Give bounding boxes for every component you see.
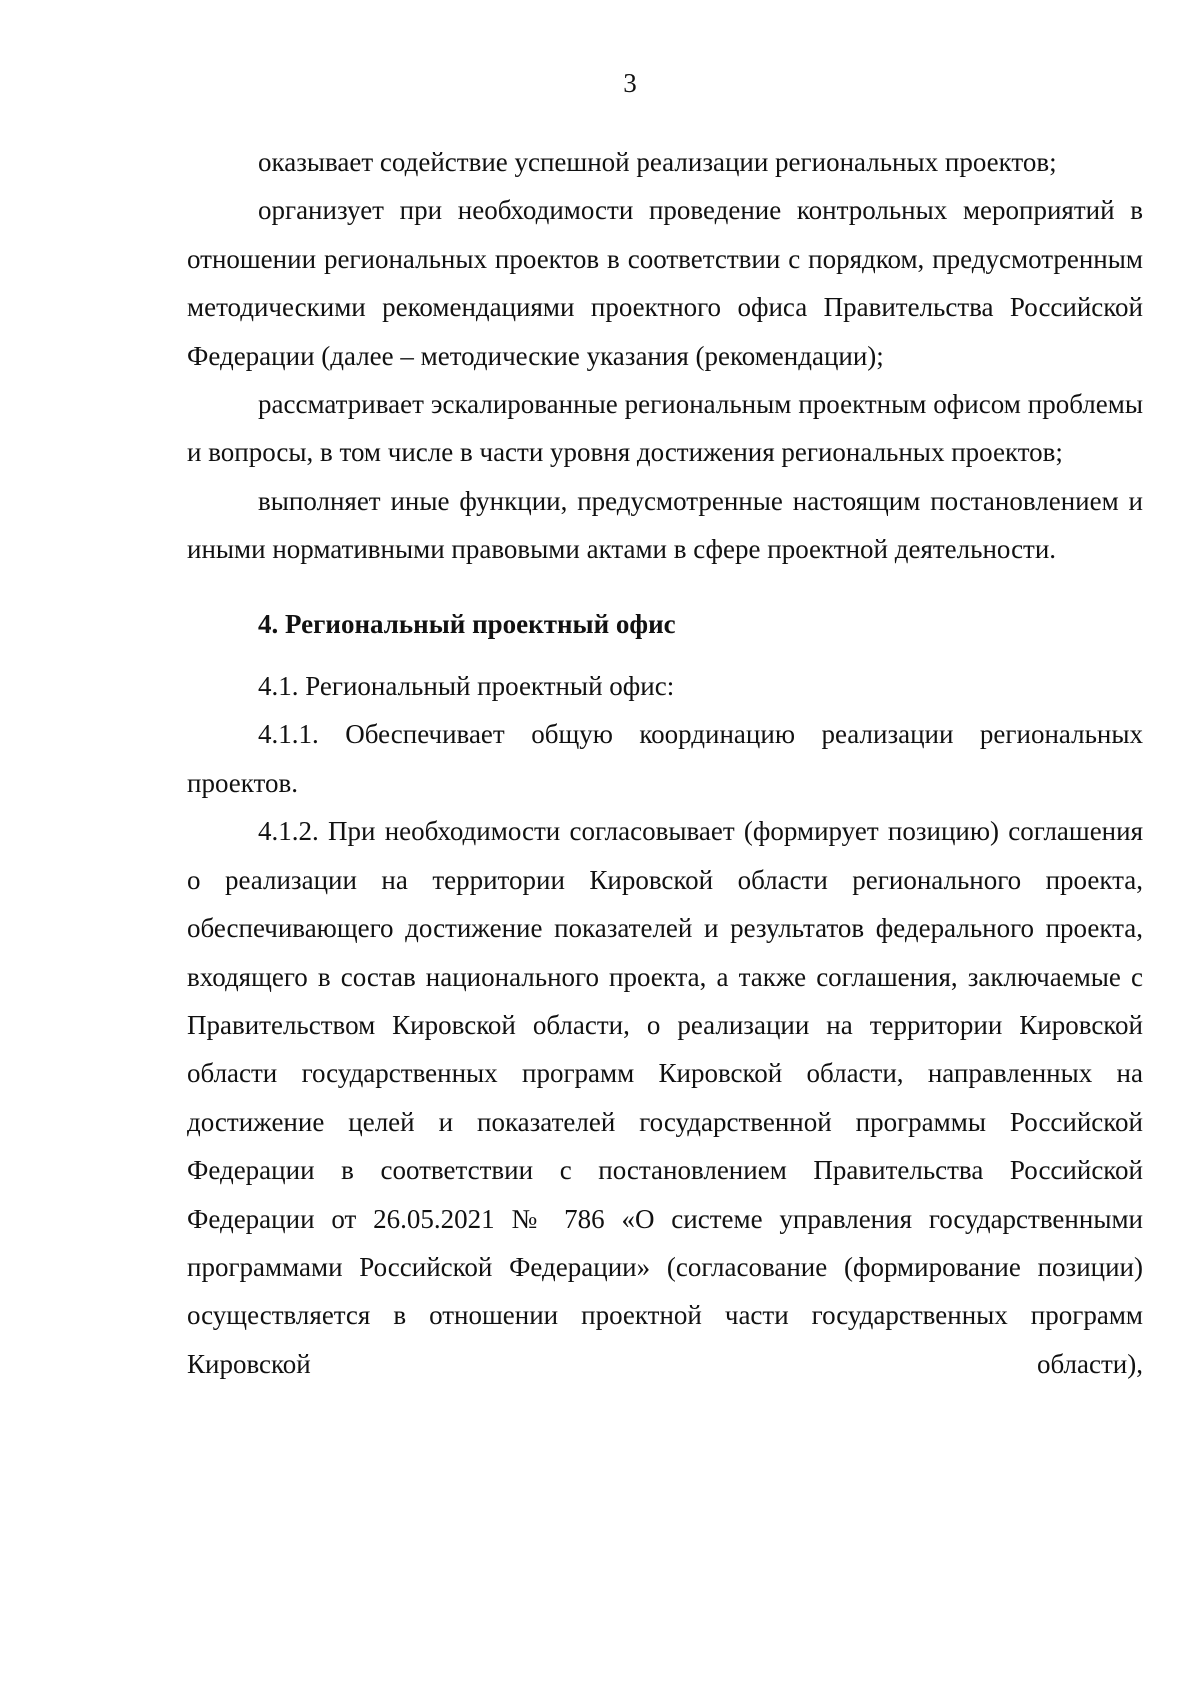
section-heading: 4. Региональный проектный офис [258,608,676,639]
page-number: 3 [623,68,637,98]
paragraph-4-1-1: 4.1.1. Обеспечивает общую координацию реализации региональных проектов. [187,719,1143,798]
paragraph-support: оказывает содействие успешной реализации региональных проектов; [258,147,1057,177]
paragraph-4-1: 4.1. Региональный проектный офис: [258,671,675,702]
paragraph-control-measures: организует при необходимости проведение контрольных мероприятий в отношении региональных проектов в соответствии с порядком, предусмотренным методическими рекомендациями проектного офиса Правительства Российской Федерации (далее – методические указания (рекомендации); [187,195,1143,371]
paragraph-escalated-issues: рассматривает эскалированные региональным проектным офисом проблемы и вопросы, в том числе в части уровня достижения региональных проектов; [187,389,1143,468]
document-body [187,138,1143,1388]
paragraph-4-1-2: 4.1.2. При необходимости согласовывает (формирует позицию) соглашения о реализации на территории Кировской области регионального проекта, обеспечивающего достижение показателей и результатов федерального проекта, входящего в состав национального проекта, а также соглашения, заключаемые с Правительством Кировской области, о реализации на территории Кировской области государственных программ Кировской области, направленных на достижение целей и показателей государственной программы Российской Федерации в соответствии с постановлением Правительства Российской Федерации от 26.05.2021 № 786 «О системе управления государственными программами Российской Федерации» (согласование (формирование позиции) осуществляется в отношении проектной части государственных программ Кировской области), [187,816,1143,1379]
paragraph-other-functions: выполняет иные функции, предусмотренные настоящим постановлением и иными нормативными правовыми актами в сфере проектной деятельности. [187,485,1143,565]
